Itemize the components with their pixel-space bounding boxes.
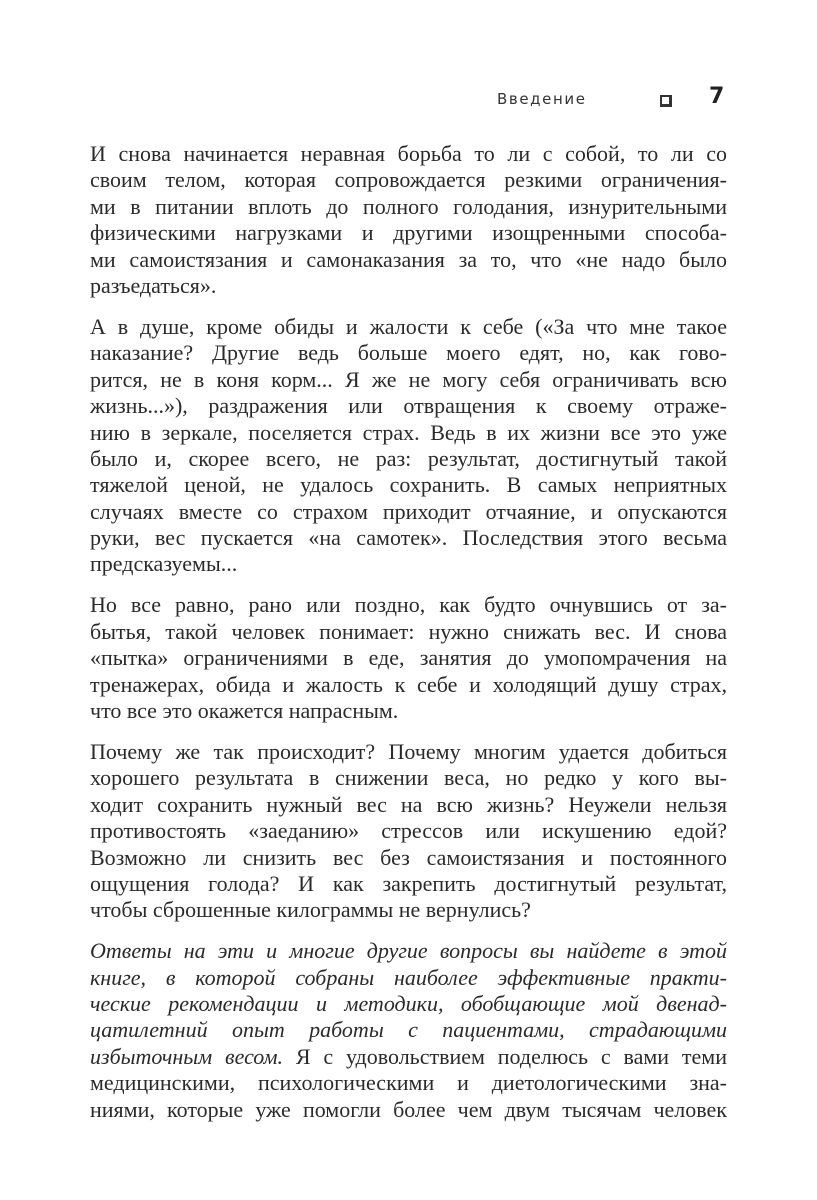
text-line: ощущения голода? И как закрепить достигнутый результат, — [90, 870, 727, 896]
text-line: случаях вместе со страхом приходит отчаяние, и опускаются — [90, 498, 727, 524]
text-line: своим телом, которая сопровождается резкими ограничения- — [90, 167, 727, 193]
text-line: А в душе, кроме обиды и жалости к себе («За что мне такое — [90, 313, 727, 339]
text-line: чтобы сброшенные килограммы не вернулись? — [90, 897, 531, 923]
text-line-italic: книге, в которой собраны наиболее эффективные практи- — [90, 964, 727, 990]
text-line: наказание? Другие ведь больше моего едят, но, как гово- — [90, 340, 727, 366]
page-number: 7 — [709, 84, 725, 109]
regular-segment: Я с удовольствием поделюсь с вами теми — [283, 1043, 727, 1069]
text-line: что все это окажется напрасным. — [90, 698, 399, 723]
text-line: тренажерах, обида и жалость к себе и холодящий душу страх, — [90, 671, 727, 697]
text-line: жизнь...»), раздражения или отвращения к своему отраже- — [90, 393, 727, 419]
text-line: противостоять «заеданию» стрессов или искушению едой? — [90, 818, 727, 844]
text-line: ми самоистязания и самонаказания за то, что «не надо было — [90, 246, 727, 272]
text-line: разъедаться». — [90, 272, 217, 298]
paragraph — [90, 314, 727, 578]
text-line: И снова начинается неравная борьба то ли с собой, то ли со — [90, 141, 727, 166]
square-bullet-icon — [660, 95, 672, 107]
text-line: тяжелой ценой, не удалось сохранить. В самых неприятных — [90, 472, 727, 498]
text-line-mixed — [90, 1044, 727, 1070]
text-line: ми в питании вплоть до полного голодания, изнурительными — [90, 193, 727, 219]
text-line: было и, скорее всего, не раз: результат, достигнутый такой — [90, 445, 727, 471]
text-line: предсказуемы... — [90, 551, 238, 577]
text-line: Почему же так происходит? Почему многим удается добиться — [90, 738, 727, 764]
paragraph — [90, 141, 727, 299]
text-line: хорошего результата в снижении веса, но редко у кого вы- — [90, 765, 727, 791]
text-line: медицинскими, психологическими и диетологическими зна- — [90, 1070, 727, 1096]
text-line-italic: цатилетний опыт работы с пациентами, страдающими — [90, 1017, 727, 1043]
text-line: физическими нагрузками и другими изощренными способа- — [90, 220, 727, 246]
text-line: Возможно ли снизить вес без самоистязания и постоянного — [90, 844, 727, 870]
text-line: руки, вес пускается «на самотек». Последствия этого весьма — [90, 525, 727, 551]
italic-segment: избыточным весом. — [90, 1043, 283, 1069]
text-line: ниями, которые уже помогли более чем двум тысячам человек — [90, 1096, 727, 1122]
text-line: рится, не в коня корм... Я же не могу себя ограничивать всю — [90, 366, 727, 392]
text-line: ходит сохранить нужный вес на всю жизнь? Неужели нельзя — [90, 791, 727, 817]
text-line-italic: ческие рекомендации и методики, обобщающие мой двенад- — [90, 991, 727, 1017]
text-line-italic: Ответы на эти и многие другие вопросы вы найдете в этой — [90, 938, 727, 964]
running-title: Введение — [497, 90, 587, 108]
paragraph — [90, 592, 727, 724]
text-line: нию в зеркале, поселяется страх. Ведь в их жизни все это уже — [90, 419, 727, 445]
paragraph — [90, 938, 727, 1123]
text-line: бытья, такой человек понимает: нужно снижать вес. И снова — [90, 618, 727, 644]
running-header — [0, 86, 817, 116]
text-line: Но все равно, рано или поздно, как будто очнувшись от за- — [90, 592, 727, 618]
paragraph — [90, 739, 727, 924]
text-line: «пытка» ограничениями в еде, занятия до умопомрачения на — [90, 645, 727, 671]
page-body — [90, 141, 727, 1138]
